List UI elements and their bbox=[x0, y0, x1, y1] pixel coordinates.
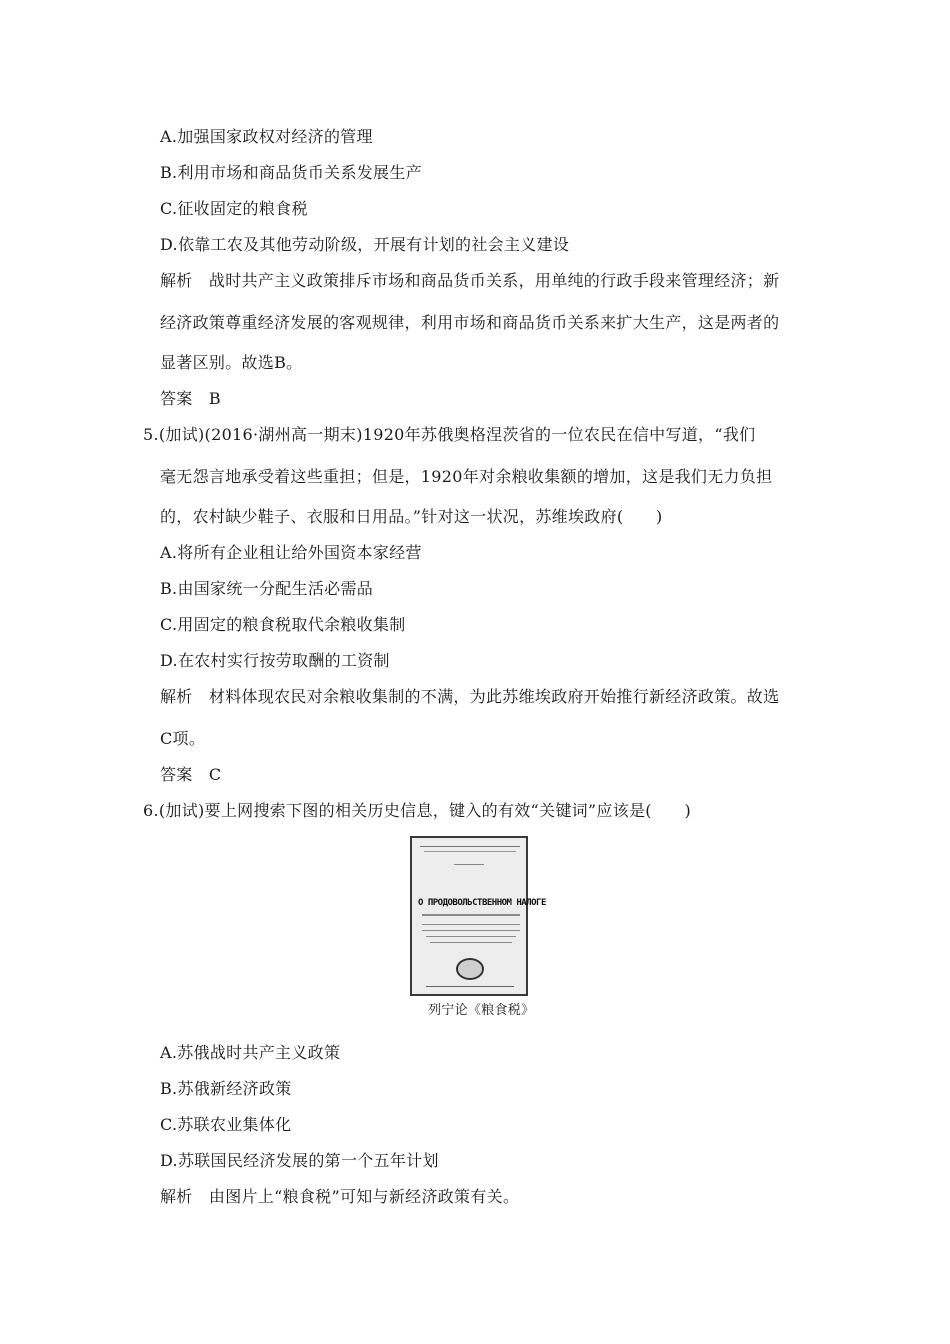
book-cover-image bbox=[410, 836, 546, 996]
q4-option-d: D.依靠工农及其他劳动阶级，开展有计划的社会主义建设 bbox=[160, 235, 570, 254]
q4-analysis-line-3: 显著区别。故选B。 bbox=[160, 353, 303, 372]
q6-option-d: D.苏联国民经济发展的第一个五年计划 bbox=[160, 1151, 439, 1170]
q5-analysis-line-2: C项。 bbox=[160, 729, 206, 748]
q4-analysis-line-2: 经济政策尊重经济发展的客观规律，利用市场和商品货币关系来扩大生产，这是两者的 bbox=[160, 313, 780, 332]
q5-analysis-line-1: 解析 材料体现农民对余粮收集制的不满，为此苏维埃政府开始推行新经济政策。故选 bbox=[160, 687, 780, 706]
q5-option-b: B.由国家统一分配生活必需品 bbox=[160, 579, 374, 598]
q5-stem-line-1: 5.(加试)(2016·湖州高一期末)1920年苏俄奥格涅茨省的一位农民在信中写道，“我们 bbox=[143, 425, 756, 444]
q5-option-c: C.用固定的粮食税取代余粮收集制 bbox=[160, 615, 406, 634]
q5-option-d: D.在农村实行按劳取酬的工资制 bbox=[160, 651, 390, 670]
q5-option-a: A.将所有企业租让给外国资本家经营 bbox=[160, 543, 422, 562]
q5-stem-line-2: 毫无怨言地承受着这些重担；但是，1920年对余粮收集额的增加，这是我们无力负担 bbox=[160, 467, 773, 486]
q4-option-a: A.加强国家政权对经济的管理 bbox=[160, 127, 373, 146]
q4-option-c: C.征收固定的粮食税 bbox=[160, 199, 308, 218]
q6-option-a: A.苏俄战时共产主义政策 bbox=[160, 1043, 341, 1062]
q6-option-b: B.苏俄新经济政策 bbox=[160, 1079, 292, 1098]
cover-title: О ПРОДОВОЛЬСТВЕННОМ НАЛОГЕ bbox=[418, 898, 546, 908]
q5-stem-line-3: 的，农村缺少鞋子、衣服和日用品。”针对这一状况，苏维埃政府( ) bbox=[160, 507, 663, 526]
q4-answer: 答案 B bbox=[160, 389, 221, 408]
q4-analysis-line-1: 解析 战时共产主义政策排斥市场和商品货币关系，用单纯的行政手段来管理经济；新 bbox=[160, 271, 780, 290]
q6-option-c: C.苏联农业集体化 bbox=[160, 1115, 292, 1134]
q5-answer: 答案 C bbox=[160, 765, 222, 784]
emblem-icon bbox=[456, 958, 484, 980]
q6-analysis: 解析 由图片上“粮食税”可知与新经济政策有关。 bbox=[160, 1187, 520, 1206]
q6-stem: 6.(加试)要上网搜索下图的相关历史信息，键入的有效“关键词”应该是( ) bbox=[143, 801, 691, 820]
figure-caption: 列宁论《粮食税》 bbox=[428, 1003, 535, 1018]
q4-option-b: B.利用市场和商品货币关系发展生产 bbox=[160, 163, 422, 182]
